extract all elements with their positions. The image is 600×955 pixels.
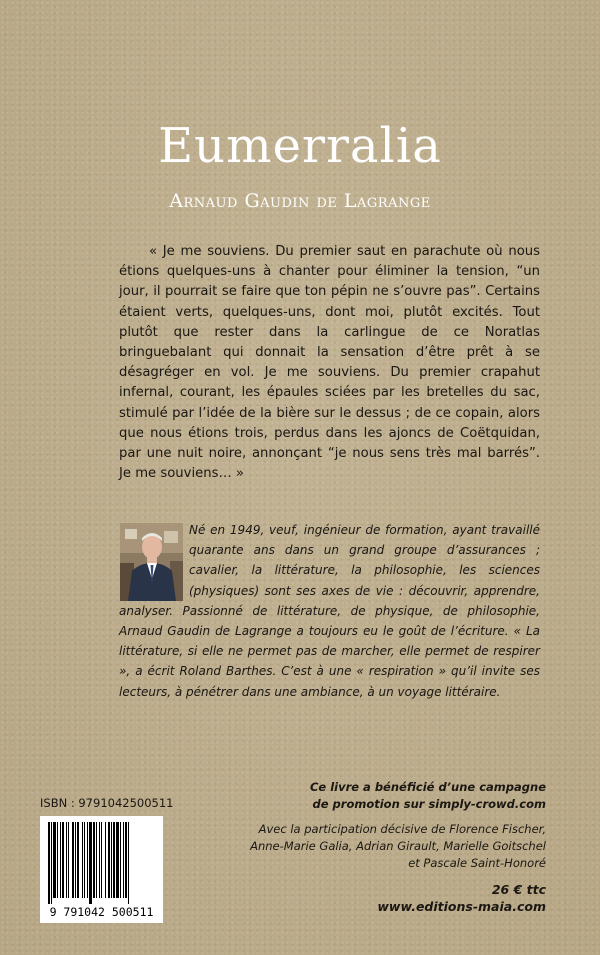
isbn-barcode bbox=[40, 816, 163, 923]
credits-line-2: Anne-Marie Galia, Adrian Girault, Marielle Goitschel bbox=[250, 839, 546, 853]
bio-text: Né en 1949, veuf, ingénieur de formation, ayant travaillé quarante ans dans un grand groupe d’assurances ; cavalier, la littérature, la philosophie, les sciences (physiques) sont ses axes de vie : découvrir, apprendre, analyser. Passionné de littérature, de physique, de philosophie, Arnaud Gaudin de Lagrange a toujours eu le goût de l’écriture. « La littérature, si elle ne permet pas de marcher, elle permet de respirer », a écrit Roland Barthes. C’est à une « respiration » qu’il invite ses lecteurs, à pénétrer dans une ambiance, à un voyage littéraire. bbox=[119, 523, 540, 699]
barcode-bar bbox=[128, 822, 129, 904]
price: 26 € ttc bbox=[491, 882, 546, 897]
barcode-bar bbox=[101, 822, 102, 898]
book-title: Eumerralia bbox=[158, 118, 442, 174]
back-cover-quote bbox=[119, 242, 540, 484]
barcode-bar bbox=[57, 822, 58, 898]
barcode-bar bbox=[108, 822, 110, 898]
barcode-bar bbox=[93, 822, 95, 898]
barcode-bar bbox=[111, 822, 112, 898]
barcode-bar bbox=[123, 822, 124, 898]
barcode-bar bbox=[120, 822, 121, 898]
publisher-website: www.editions-maia.com bbox=[377, 899, 546, 914]
barcode-bar bbox=[51, 822, 52, 904]
barcode-bar bbox=[99, 822, 100, 898]
barcode-bar bbox=[84, 822, 85, 898]
barcode-bar bbox=[62, 822, 64, 898]
barcode-bar bbox=[116, 822, 119, 898]
barcode-bar bbox=[113, 822, 115, 898]
barcode-bar bbox=[82, 822, 83, 898]
barcode-bars bbox=[48, 822, 155, 904]
barcode-bar bbox=[77, 822, 79, 898]
barcode-bar bbox=[105, 822, 106, 898]
author-biography bbox=[119, 520, 540, 702]
credits bbox=[240, 821, 546, 872]
barcode-bar bbox=[96, 822, 97, 898]
barcode-digits: 9 791042 500511 bbox=[49, 905, 154, 919]
barcode-bar bbox=[125, 822, 127, 898]
barcode-bar bbox=[68, 822, 69, 898]
credits-line-1: Avec la participation décisive de Florence Fischer, bbox=[258, 822, 546, 836]
quote-text: « Je me souviens. Du premier saut en parachute où nous étions quelques-uns à chanter pour éliminer la tension, “un jour, il pourrait se faire que ton pépin ne s’ouvre pas”. Certains étaient verts, quelques-uns, dont moi, plutôt excités. Tout plutôt que rester dans la carlingue de ce Noratlas bringuebalant qui donnait la sensation d’être prêt à se désagréger en vol. Je me souviens. Du premier crapahut infernal, courant, les épaules sciées par les bretelles du sac, stimulé par l’idée de la bière sur le dessus ; de ce copain, alors que nous étions trois, perdus dans les ajoncs de Coëtquidan, par une nuit noire, annonçant “je nous sens très mal barrés”. Je me souviens… » bbox=[119, 244, 540, 482]
barcode-bar bbox=[72, 822, 74, 898]
promo-notice bbox=[240, 779, 546, 813]
barcode-bar bbox=[53, 822, 56, 898]
barcode-bar bbox=[87, 822, 88, 898]
author-name: Arnaud Gaudin de Lagrange bbox=[169, 190, 431, 212]
barcode-bar bbox=[89, 822, 92, 904]
barcode-bar bbox=[66, 822, 67, 898]
isbn-label: ISBN : 9791042500511 bbox=[40, 796, 174, 810]
promo-line-1: Ce livre a bénéficié d’une campagne bbox=[309, 780, 546, 794]
promo-line-2: de promotion sur simply-crowd.com bbox=[312, 797, 546, 811]
barcode-bar bbox=[60, 822, 61, 898]
barcode-bar bbox=[48, 822, 50, 904]
barcode-bar bbox=[75, 822, 76, 898]
credits-line-3: et Pascale Saint-Honoré bbox=[408, 856, 546, 870]
